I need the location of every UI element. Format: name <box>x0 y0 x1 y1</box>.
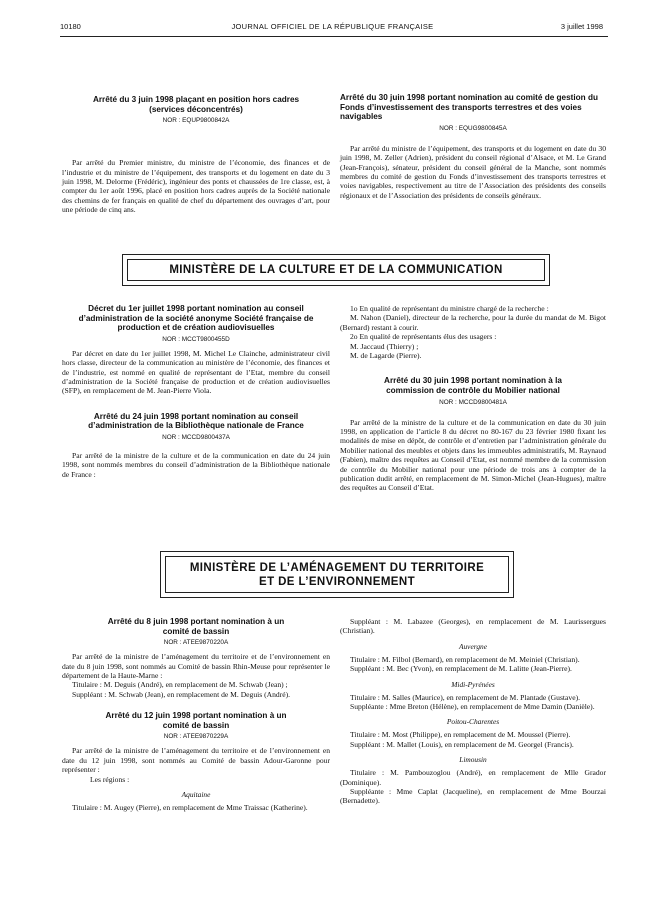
region-heading: Aquitaine <box>181 790 211 800</box>
bnf-body: Par arrêté de la ministre de la culture et de la communication en date du 24 juin 1998, sont nommés membres du conseil d’administration de la Bibliothèque nationale de France : <box>62 451 330 479</box>
titulaire: Titulaire : M. Most (Philippe), en remplacement de M. Moussel (Pierre). <box>350 730 571 740</box>
titulaire: Titulaire : M. Salles (Maurice), en remplacement de M. Plantade (Gustave). <box>350 692 580 702</box>
nor-reference: NOR : EQUG9800845A <box>439 124 507 132</box>
suppleant: Suppléant : M. Mallet (Louis), en remplacement de M. Georgel (Francis). <box>350 739 574 749</box>
issue-date: 3 juillet 1998 <box>560 22 603 31</box>
article-title: Arrêté du 30 juin 1998 portant nomination au comité de gestion du Fonds d’investissement des transports terrestres et des voies navigables <box>340 93 598 122</box>
paragraph: M. Nahon (Daniel), directeur de la recherche, pour la durée du mandat de M. Bigot (Bernard) restant à courir. <box>340 313 606 332</box>
suppleant: Suppléant : M. Labazee (Georges), en remplacement de M. Laurissergues (Christian). <box>340 617 606 636</box>
region-heading: Limousin <box>459 755 487 765</box>
bnf-title: Arrêté du 24 juin 1998 portant nomination au conseil d’administration de la Bibliothèque nationale de France <box>88 411 304 431</box>
article-body: Par arrêté du ministre de l’équipement, des transports et du logement en date du 30 juin 1998, M. Zeller (Adrien), président du conseil régional d’Alsace, et M. Le Grand (Jean-François), sénateur, président du conseil général de la Manche, sont nommés membres du comité de gestion du Fonds d’investissement des transports terrestres et voies navigables, respectivement au titre de l’Association des présidents des conseils régionaux et de l’Association des présidents de conseils généraux. <box>340 143 606 200</box>
region-heading: Midi-Pyrénées <box>451 679 495 689</box>
ministry-title: MINISTÈRE DE LA CULTURE ET DE LA COMMUNICATION <box>169 264 503 276</box>
journal-title: JOURNAL OFFICIEL DE LA RÉPUBLIQUE FRANÇAISE <box>231 22 434 31</box>
ministry-title-line1: MINISTÈRE DE L’AMÉNAGEMENT DU TERRITOIRE <box>189 561 485 574</box>
article-hors-cadres <box>62 95 330 215</box>
nor-reference: NOR : EQUP9800842A <box>162 117 230 125</box>
paragraph: M. Jaccaud (Thierry) ; <box>350 341 419 351</box>
mobilier-body: Par arrêté de la ministre de la culture et de la communication en date du 30 juin 1998, en application de l’article 8 du décret no 80-167 du 23 février 1980 fixant les modalités de mise en dépôt, de contrôle et d’entretien par l’administration générale du Mobilier national des meubles et objets dans les immeubles administratifs, M. Raynaud (Fabien), maître des requêtes au Conseil d’Etat, est nommé membre de la commission de contrôle du Mobilier national pour une période de trois ans à compter de la publication dudit arrêté, en remplacement de M. Simon-Michel (Jean-Hugues), maître des requêtes au Conseil d’Etat. <box>340 417 606 493</box>
region-heading: Auvergne <box>458 641 488 651</box>
ministry-banner-environnement <box>160 551 514 598</box>
env-left-column <box>62 617 330 812</box>
regions-label: Les régions : <box>90 774 130 784</box>
suppleant: Suppléant : M. Schwab (Jean), en remplacement de M. Deguis (André). <box>72 689 291 699</box>
decree-body: Par décret en date du 1er juillet 1998, M. Michel Le Clainche, administrateur civil hors classe, directeur de la communication au ministère de l’économie, des finances et de l’industrie, est nommé en qualité de représentant de l’Etat, membre du conseil d’administration de la Société française de production et de création audiovisuelles (SFP), en remplacement de M. Jean-Pierre Viola. <box>62 348 330 396</box>
suppleant: Suppléante : Mme Breton (Hélène), en remplacement de Mme Damin (Danièle). <box>350 702 595 712</box>
header-rule <box>60 36 608 37</box>
titulaire: Titulaire : M. Augey (Pierre), en remplacement de Mme Traissac (Katherine). <box>72 803 308 813</box>
article-title: Arrêté du 3 juin 1998 plaçant en position hors cadres (services déconcentrés) <box>92 95 300 114</box>
nor-reference: NOR : ATEE9870220A <box>163 639 229 647</box>
article-fonds-investissement <box>340 93 606 200</box>
region-heading: Poitou-Charentes <box>446 717 500 727</box>
titulaire: Titulaire : M. Pambouzoglou (André), en remplacement de Mlle Grador (Dominique). <box>340 768 606 787</box>
arrete-body: Par arrêté de la ministre de l’aménagement du territoire et de l’environnement en date du 12 juin 1998, sont nommés au Comité de bassin Adour-Garonne pour représenter : <box>62 746 330 775</box>
arrete-title: Arrêté du 8 juin 1998 portant nomination à un comité de bassin <box>107 617 285 636</box>
arrete-body: Par arrêté de la ministre de l’aménagement du territoire et de l’environnement en date du 8 juin 1998, sont nommés au Comité de bassin Rhin-Meuse pour représenter le département de la Haute-Marne : <box>62 652 330 680</box>
nor-reference: NOR : MCCD9800481A <box>439 398 507 406</box>
titulaire: Titulaire : M. Filbol (Bernard), en remplacement de M. Meiniel (Christian). <box>350 654 580 664</box>
suppleant: Suppléante : Mme Caplat (Jacqueline), en remplacement de Mme Bourzai (Bernadette). <box>340 787 606 806</box>
titulaire: Titulaire : M. Deguis (André), en remplacement de M. Schwab (Jean) ; <box>72 680 288 690</box>
nor-reference: NOR : MCCT9800455D <box>162 335 230 343</box>
paragraph: 1o En qualité de représentant du ministre chargé de la recherche : <box>350 304 549 313</box>
suppleant: Suppléant : M. Bec (Yvon), en remplacement de M. Lalitte (Jean-Pierre). <box>350 664 572 674</box>
paragraph: 2o En qualité de représentants élus des usagers : <box>350 332 497 342</box>
nor-reference: NOR : MCCD9800437A <box>162 434 230 441</box>
nor-reference: NOR : ATEE9870229A <box>163 733 229 741</box>
decree-title: Décret du 1er juillet 1998 portant nomination au conseil d’administration de la société anonyme Société française de production et de création audiovisuelles <box>78 304 314 333</box>
ministry-title-line2: ET DE L’ENVIRONNEMENT <box>259 575 415 588</box>
arrete-title: Arrêté du 12 juin 1998 portant nomination à un comité de bassin <box>105 711 287 730</box>
page-header <box>0 22 665 36</box>
paragraph: M. de Lagarde (Pierre). <box>350 351 422 361</box>
culture-left-column <box>62 304 330 479</box>
ministry-banner-culture <box>122 254 550 286</box>
culture-right-column <box>340 304 606 493</box>
env-right-column <box>340 617 606 806</box>
mobilier-title: Arrêté du 30 juin 1998 portant nomination à la commission de contrôle du Mobilier national <box>384 376 562 396</box>
page-number: 10180 <box>60 22 81 31</box>
article-body: Par arrêté du Premier ministre, du ministre de l’économie, des finances et de l’industrie et du ministre de l’équipement, des transports et du logement en date du 3 juin 1998, M. Delorme (Frédéric), ingénieur des ponts et chaussées de 1re classe, est, à compter du 1er août 1996, placé en position hors cadres auprès de la Société nationale des chemins de fer français en qualité de chef du département des ouvrages d’art, pour une période de cinq ans. <box>62 158 330 215</box>
